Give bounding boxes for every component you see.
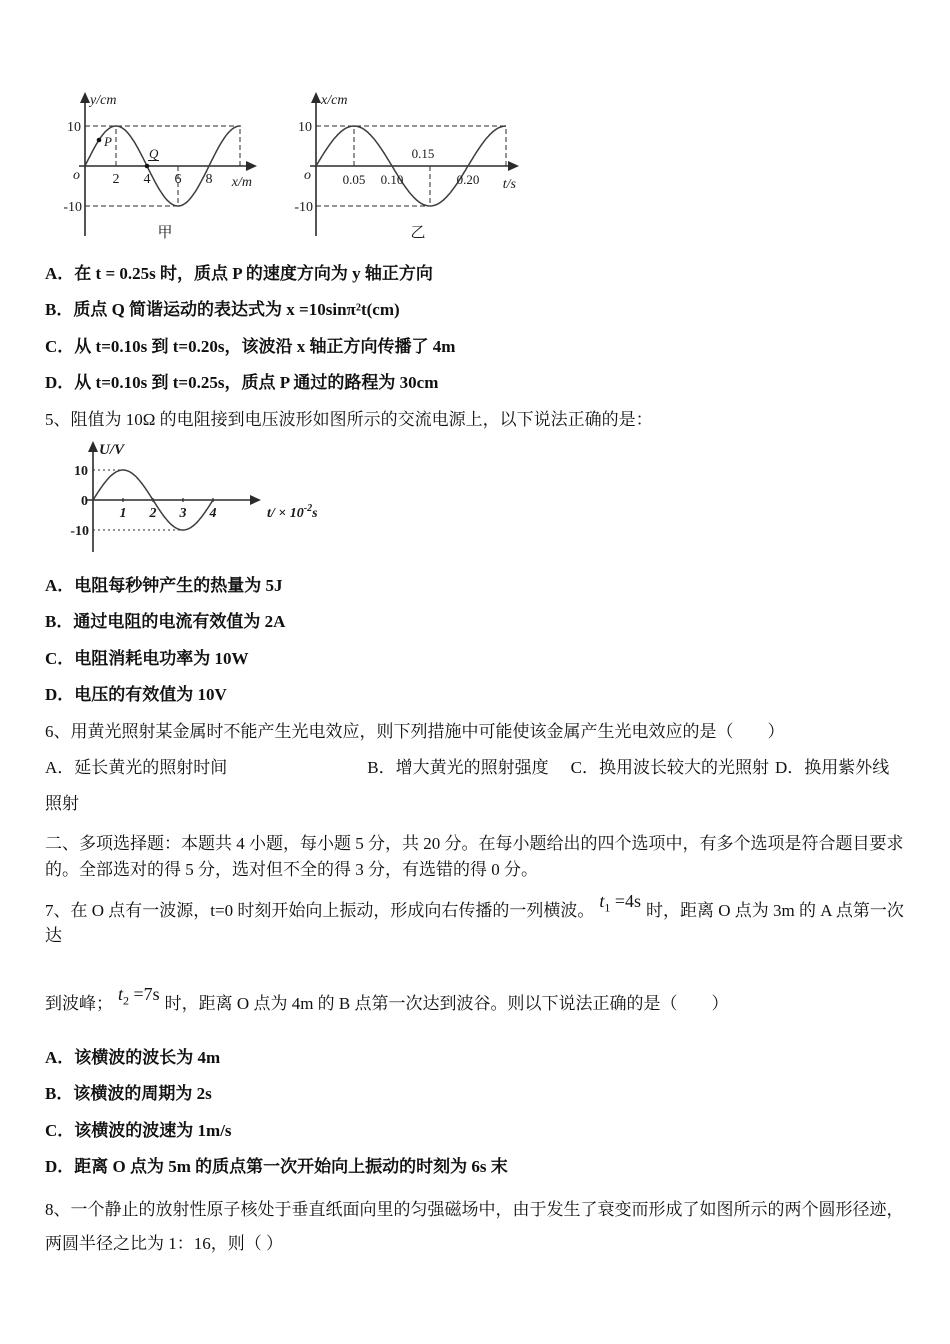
q6-options-row	[45, 758, 905, 778]
jia-xtick-4: 4	[143, 172, 151, 187]
figure-voltage-waveform	[51, 438, 361, 556]
uv-xlabel: $t/ \times 10^{-2}s$	[267, 502, 318, 521]
jia-xlabel: x/m	[231, 175, 252, 190]
jia-ytick-top: 10	[67, 120, 81, 135]
jia-point-p-label: P	[104, 134, 112, 149]
q6-option-b: B．增大黄光的照射强度	[367, 757, 549, 777]
jia-caption: 甲	[157, 225, 173, 240]
q7-stem-line2	[45, 984, 905, 1018]
q8-stem: 8、一个静止的放射性原子核处于垂直纸面向里的匀强磁场中，由于发生了衰变而形成了如图所示的两个圆形径迹，两圆半径之比为 1：16，则（ ）	[45, 1200, 904, 1253]
q6-stem: 6、用黄光照射某金属时不能产生光电效应，则下列措施中可能使该金属产生光电效应的是（ ）	[45, 721, 785, 741]
q5-option-b: B．通过电阻的电流有效值为 2A	[45, 612, 286, 632]
jia-axes	[79, 92, 257, 236]
uv-xtick-4: 4	[209, 505, 217, 521]
jia-point-q-dot	[145, 164, 150, 169]
yi-xtick-010: 0.10	[380, 172, 404, 187]
jia-ytick-bottom: -10	[63, 200, 82, 215]
formula-t2-equals-7s: $t_2 =7s$	[118, 984, 160, 1008]
q5-stem: 5、阻值为 10Ω 的电阻接到电压波形如图所示的交流电源上，以下说法正确的是：	[45, 409, 653, 429]
jia-ylabel: y/cm	[90, 93, 117, 108]
uv-ytick-top: 10	[74, 463, 88, 479]
yi-origin-label: o	[304, 168, 311, 183]
jia-xaxis-arrow	[246, 161, 257, 171]
q4-option-c: C．从 t=0.10s 到 t=0.20s，该波沿 x 轴正方向传播了 4m	[45, 336, 456, 356]
q7-option-b: B．该横波的周期为 2s	[45, 1084, 212, 1104]
uv-ylabel: U/V	[99, 441, 125, 458]
uv-yaxis-arrow	[88, 441, 98, 452]
voltage-figure-wrap	[51, 438, 905, 556]
yi-xaxis-arrow	[508, 161, 519, 171]
q5-option-d: D．电压的有效值为 10V	[45, 685, 227, 705]
q5-options	[45, 576, 905, 706]
q5-option-a: A．电阻每秒钟产生的热量为 5J	[45, 575, 283, 595]
yi-ytick-top: 10	[298, 120, 312, 135]
q7-option-c: C．该横波的波速为 1m/s	[45, 1120, 232, 1140]
q5-option-c: C．电阻消耗电功率为 10W	[45, 648, 249, 668]
uv-xaxis-arrow	[250, 495, 261, 505]
figure-wave-snapshot-jia	[53, 88, 268, 240]
formula-t1-equals-4s: $t_1 =4s$	[599, 891, 642, 915]
jia-origin-label: o	[73, 168, 80, 183]
q7-options	[45, 1048, 905, 1178]
q7-text-2: 时，距离 O 点为 3m 的 A 点第一次达	[45, 901, 904, 945]
yi-xlabel: t/s	[502, 177, 516, 192]
q7-option-a: A．该横波的波长为 4m	[45, 1047, 221, 1067]
section-2-header: 二、多项选择题：本题共 4 小题，每小题 5 分，共 20 分。在每小题给出的四个选项中，有多个选项是符合题目要求的。全部选对的得 5 分，选对但不全的得 3 分，有选错的得 0 分。	[45, 833, 904, 880]
q7-text-4: 时，距离 O 点为 4m 的 B 点第一次达到波谷。则以下说法正确的是（ ）	[164, 994, 729, 1014]
uv-xtick-1: 1	[119, 505, 127, 521]
jia-point-p-dot	[97, 138, 102, 143]
q7-stem-line1	[45, 891, 905, 946]
q4-option-d: D．从 t=0.10s 到 t=0.25s，质点 P 通过的路程为 30cm	[45, 373, 439, 393]
uv-xtick-3: 3	[179, 505, 187, 521]
q4-option-a: A．在 t = 0.25s 时，质点 P 的速度方向为 y 轴正方向	[45, 264, 433, 283]
yi-ytick-bottom: -10	[294, 200, 313, 215]
yi-ylabel: x/cm	[321, 93, 348, 108]
figure-displacement-time-yi	[286, 88, 521, 240]
jia-point-q-label: Q	[149, 146, 159, 161]
q7-text-3: 到波峰；	[45, 994, 113, 1014]
jia-yaxis-arrow	[80, 92, 90, 103]
yi-xtick-015-above: 0.15	[411, 146, 435, 161]
yi-caption: 乙	[410, 225, 426, 240]
q6-option-d-continuation: 照射	[45, 794, 79, 814]
uv-ytick-zero: 0	[81, 493, 88, 509]
q6-option-a: A．延长黄光的照射时间	[45, 757, 228, 777]
jia-xtick-6: 6	[174, 172, 182, 187]
jia-xtick-8: 8	[205, 172, 213, 187]
q7-text-1: 7、在 O 点有一波源，t=0 时刻开始向上振动，形成向右传播的一列横波。	[45, 901, 595, 921]
wave-figures-row	[53, 88, 905, 240]
q4-option-b: B．质点 Q 简谐运动的表达式为 x =10sinπ²t(cm)	[45, 300, 400, 320]
jia-xtick-2: 2	[112, 172, 120, 187]
yi-axes	[310, 92, 519, 236]
uv-xtick-2: 2	[149, 505, 157, 521]
uv-ytick-bottom: -10	[70, 523, 89, 539]
q4-options	[45, 264, 905, 394]
yi-xtick-020: 0.20	[456, 172, 480, 187]
q6-option-c: C．换用波长较大的光照射	[570, 757, 769, 777]
yi-xtick-005: 0.05	[342, 172, 366, 187]
yi-yaxis-arrow	[311, 92, 321, 103]
q6-option-d: D．换用紫外线	[774, 757, 890, 777]
q7-option-d: D．距离 O 点为 5m 的质点第一次开始向上振动的时刻为 6s 末	[45, 1156, 508, 1176]
